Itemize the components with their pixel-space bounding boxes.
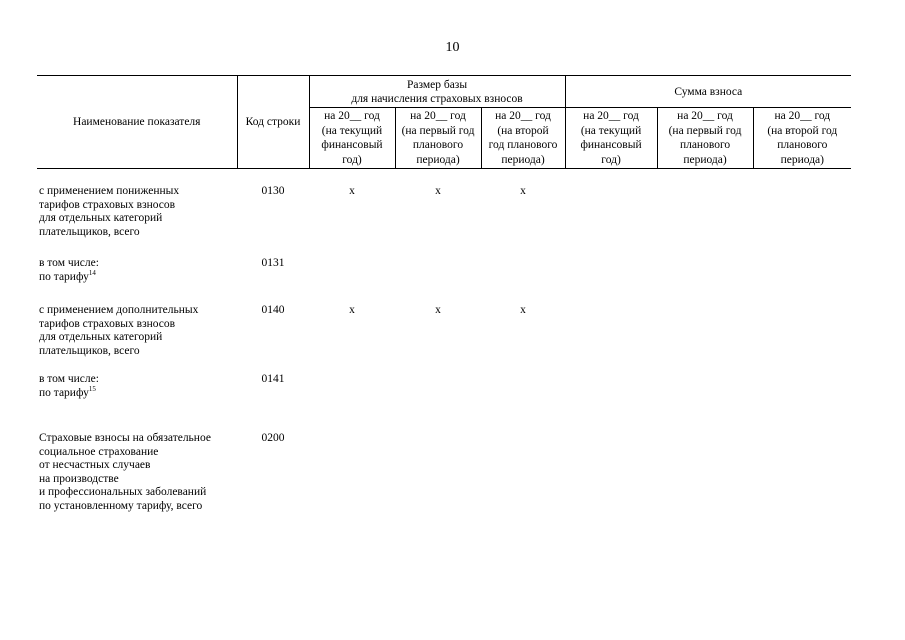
row-value-base-3: x: [520, 304, 526, 316]
footnote-ref: 14: [88, 268, 96, 277]
row-code: 0130: [261, 185, 285, 197]
row-value-sum-1: [565, 373, 657, 432]
row-value-sum-3: [753, 169, 851, 258]
header-base-period-2: на 20__ год (на первый год планового периода): [395, 108, 481, 169]
row-name: с применением дополнительных тарифов страховых взносов для отдельных категорий плательщиков, всего: [39, 304, 199, 357]
header-base-group: Размер базы для начисления страховых взносов: [309, 76, 565, 108]
row-value-sum-1: [565, 257, 657, 304]
row-name: Страховые взносы на обязательное социальное страхование от несчастных случаев на производстве и профессиональных заболеваний по установленному тарифу, всего: [39, 432, 211, 512]
row-value-base-2: x: [435, 185, 441, 197]
row-value-sum-3: [753, 373, 851, 432]
header-sum-period-2: на 20__ год (на первый год планового периода): [657, 108, 753, 169]
header-base-period-1: на 20__ год (на текущий финансовый год): [309, 108, 395, 169]
row-value-base-3: [481, 257, 565, 304]
header-sum-group: Сумма взноса: [565, 76, 851, 108]
row-value-sum-3: [753, 304, 851, 373]
row-value-sum-1: [565, 304, 657, 373]
row-name: в том числе: по тарифу$^{14}$: [39, 257, 99, 283]
row-value-sum-1: [565, 432, 657, 522]
row-value-base-1: [309, 373, 395, 432]
row-value-sum-2: [657, 373, 753, 432]
row-value-sum-3: [753, 432, 851, 522]
row-value-sum-2: [657, 304, 753, 373]
table-row: [37, 257, 851, 304]
row-value-base-1: x: [349, 304, 355, 316]
header-sum-period-1: на 20__ год (на текущий финансовый год): [565, 108, 657, 169]
row-value-sum-2: [657, 432, 753, 522]
row-name: с применением пониженных тарифов страховых взносов для отдельных категорий плательщиков, всего: [39, 185, 180, 238]
header-name: Наименование показателя: [37, 76, 237, 169]
row-value-base-2: [395, 257, 481, 304]
row-value-base-1: [309, 257, 395, 304]
row-value-base-2: [395, 373, 481, 432]
row-value-base-2: x: [435, 304, 441, 316]
page-number: 10: [445, 40, 460, 55]
row-value-sum-2: [657, 257, 753, 304]
row-code: 0140: [261, 304, 285, 316]
row-value-sum-3: [753, 257, 851, 304]
row-value-sum-2: [657, 169, 753, 258]
table-row: [37, 169, 851, 258]
row-value-sum-1: [565, 169, 657, 258]
table-row: [37, 373, 851, 432]
row-value-base-2: [395, 432, 481, 522]
insurance-contributions-table: [37, 75, 851, 522]
row-value-base-3: [481, 432, 565, 522]
row-code: 0131: [261, 257, 285, 269]
row-name: в том числе: по тарифу$^{15}$: [39, 373, 99, 399]
table-row: [37, 432, 851, 522]
row-code: 0200: [261, 432, 285, 444]
row-value-base-3: x: [520, 185, 526, 197]
row-value-base-3: [481, 373, 565, 432]
row-code: 0141: [261, 373, 285, 385]
row-value-base-1: [309, 432, 395, 522]
footnote-ref: 15: [88, 384, 96, 393]
row-value-base-1: x: [349, 185, 355, 197]
table-row: [37, 304, 851, 373]
header-base-period-3: на 20__ год (на второй год планового периода): [481, 108, 565, 169]
header-sum-period-3: на 20__ год (на второй год планового периода): [753, 108, 851, 169]
header-code: Код строки: [237, 76, 309, 169]
